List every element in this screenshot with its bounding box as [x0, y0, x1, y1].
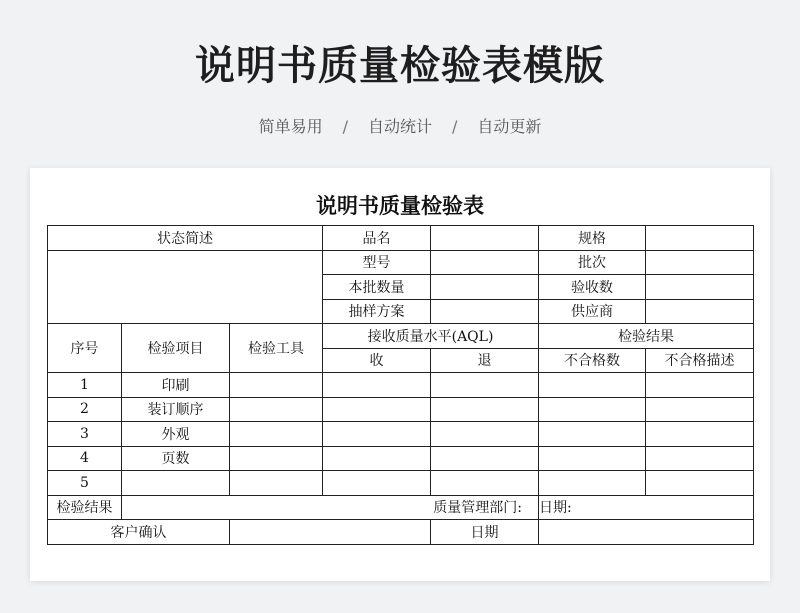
footer-date2-cell[interactable]: [539, 520, 754, 545]
col-header-index: 序号: [48, 324, 122, 373]
spec-label: 规格: [539, 226, 646, 251]
inspection-table: [47, 225, 754, 545]
product-name-label: 品名: [323, 226, 431, 251]
row-accept-cell[interactable]: [323, 471, 431, 496]
col-header-defect-desc: 不合格描述: [646, 348, 754, 373]
row-defect-desc-cell[interactable]: [646, 446, 754, 471]
col-header-item: 检验项目: [122, 324, 230, 373]
sampling-plan-cell[interactable]: [431, 299, 539, 324]
row-index: 2: [48, 397, 122, 422]
sampling-plan-label: 抽样方案: [323, 299, 431, 324]
col-header-reject: 退: [431, 348, 539, 373]
batch-qty-cell[interactable]: [431, 275, 539, 300]
model-label: 型号: [323, 250, 431, 275]
table-row: [48, 422, 754, 447]
customer-confirm-label: 客户确认: [48, 520, 230, 545]
product-name-cell[interactable]: [431, 226, 539, 251]
table-header-row: [48, 324, 754, 349]
row-tool-cell[interactable]: [230, 471, 323, 496]
quality-dept-label[interactable]: 质量管理部门:: [122, 495, 539, 520]
table-row: [48, 226, 754, 251]
row-accept-cell[interactable]: [323, 446, 431, 471]
col-header-defect-count: 不合格数: [539, 348, 646, 373]
tag-separator: /: [452, 117, 458, 136]
row-accept-cell[interactable]: [323, 397, 431, 422]
row-item: 印刷: [122, 373, 230, 398]
row-index: 1: [48, 373, 122, 398]
tagline: [0, 114, 800, 137]
accept-qty-cell[interactable]: [646, 275, 754, 300]
status-label: 状态简述: [48, 226, 323, 251]
row-index: 5: [48, 471, 122, 496]
row-defect-desc-cell[interactable]: [646, 422, 754, 447]
batch-qty-label: 本批数量: [323, 275, 431, 300]
customer-confirm-cell[interactable]: [230, 520, 431, 545]
spec-cell[interactable]: [646, 226, 754, 251]
tag-separator: /: [342, 117, 348, 136]
status-description-cell[interactable]: [48, 250, 323, 324]
footer-date-label[interactable]: 日期:: [539, 495, 754, 520]
row-item: 外观: [122, 422, 230, 447]
row-reject-cell[interactable]: [431, 422, 539, 447]
col-header-tool: 检验工具: [230, 324, 323, 373]
row-reject-cell[interactable]: [431, 397, 539, 422]
row-accept-cell[interactable]: [323, 373, 431, 398]
row-defect-count-cell[interactable]: [539, 471, 646, 496]
row-defect-desc-cell[interactable]: [646, 397, 754, 422]
table-row: [48, 495, 754, 520]
batch-no-label: 批次: [539, 250, 646, 275]
col-header-aql: 接收质量水平(AQL): [323, 324, 539, 349]
row-item: 页数: [122, 446, 230, 471]
row-defect-count-cell[interactable]: [539, 373, 646, 398]
row-reject-cell[interactable]: [431, 471, 539, 496]
row-tool-cell[interactable]: [230, 446, 323, 471]
form-sheet: [30, 168, 770, 581]
row-reject-cell[interactable]: [431, 446, 539, 471]
row-item: 装订顺序: [122, 397, 230, 422]
row-accept-cell[interactable]: [323, 422, 431, 447]
footer-date2-label: 日期: [431, 520, 539, 545]
row-reject-cell[interactable]: [431, 373, 539, 398]
model-cell[interactable]: [431, 250, 539, 275]
table-row: [48, 397, 754, 422]
tag-auto-stats: 自动统计: [367, 117, 432, 136]
table-row: [48, 446, 754, 471]
row-defect-desc-cell[interactable]: [646, 373, 754, 398]
tag-auto-update: 自动更新: [477, 117, 542, 136]
row-tool-cell[interactable]: [230, 422, 323, 447]
row-defect-count-cell[interactable]: [539, 422, 646, 447]
col-header-accept: 收: [323, 348, 431, 373]
table-row: [48, 471, 754, 496]
row-index: 3: [48, 422, 122, 447]
row-defect-count-cell[interactable]: [539, 397, 646, 422]
page-title: 说明书质量检验表模版: [195, 43, 605, 89]
table-row: [48, 250, 754, 275]
row-index: 4: [48, 446, 122, 471]
batch-no-cell[interactable]: [646, 250, 754, 275]
form-title: 说明书质量检验表: [316, 193, 484, 218]
supplier-cell[interactable]: [646, 299, 754, 324]
row-defect-desc-cell[interactable]: [646, 471, 754, 496]
row-defect-count-cell[interactable]: [539, 446, 646, 471]
tag-easy: 简单易用: [258, 117, 323, 136]
footer-result-label: 检验结果: [48, 495, 122, 520]
row-tool-cell[interactable]: [230, 373, 323, 398]
row-item[interactable]: [122, 471, 230, 496]
table-row: [48, 373, 754, 398]
supplier-label: 供应商: [539, 299, 646, 324]
col-header-result: 检验结果: [539, 324, 754, 349]
row-tool-cell[interactable]: [230, 397, 323, 422]
accept-qty-label: 验收数: [539, 275, 646, 300]
table-row: [48, 520, 754, 545]
